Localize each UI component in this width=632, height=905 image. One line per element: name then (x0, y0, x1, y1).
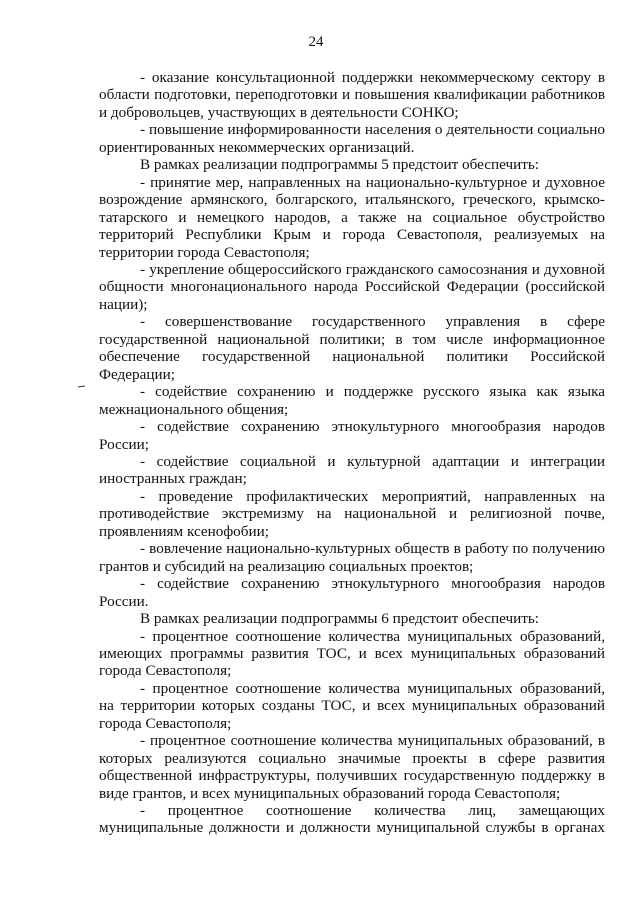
paragraph-4: - принятие мер, направленных на национально-культурное и духовное возрождение армянского, болгарского, итальянского, греческого, крымско-татарского и немецкого народов, а также на социальное обустройство территорий Республики Крым и города Севастополя, реализуемых на территории города Севастополя; (99, 173, 605, 261)
paragraph-6: - совершенствование государственного управления в сфере государственной национальной политики; в том числе информационное обеспечение государственной национальной политики Российской Федерации; (99, 313, 605, 383)
paragraph-11: - вовлечение национально-культурных обществ в работу по получению грантов и субсидий на реализацию социальных проектов; (99, 540, 605, 575)
paragraph-9: - содействие социальной и культурной адаптации и интеграции иностранных граждан; (99, 452, 605, 488)
paragraph-13: В рамках реализации подпрограммы 6 предстоит обеспечить: (140, 610, 540, 628)
page-number: 24 (308, 34, 324, 50)
paragraph-1: - оказание консультационной поддержки некоммерческому сектору в области подготовки, переподготовки и повышения квалификации работников и добровольцев, участвующих в деятельности СОНКО; (99, 69, 605, 121)
paragraph-7: - содействие сохранению и поддержке русского языка как языка межнационального общения; (99, 383, 605, 418)
paragraph-2: - повышение информированности населения о деятельности социально ориентированных некоммерческих организаций. (99, 121, 605, 156)
paragraph-8: - содействие сохранению этнокультурного многообразия народов России; (99, 418, 605, 453)
document-body (99, 69, 605, 837)
paragraph-12: - содействие сохранению этнокультурного многообразия народов России. (99, 575, 605, 610)
margin-mark (78, 386, 85, 388)
paragraph-15: - процентное соотношение количества муниципальных образований, на территории которых созданы ТОС, и всех муниципальных образований города Севастополя; (99, 679, 605, 732)
paragraph-10: - проведение профилактических мероприятий, направленных на противодействие экстремизму на национальной и религиозной почве, проявлениям ксенофобии; (99, 487, 605, 540)
paragraph-3: В рамках реализации подпрограммы 5 предстоит обеспечить: (140, 156, 540, 174)
paragraph-5: - укрепление общероссийского гражданского самосознания и духовной общности многонационального народа Российской Федерации (российской нации); (99, 260, 605, 313)
paragraph-17: - процентное соотношение количества лиц, замещающих муниципальные должности и должности муниципальной службы в органах (99, 802, 605, 837)
paragraph-14: - процентное соотношение количества муниципальных образований, имеющих программы развития ТОС, и всех муниципальных образований города Севастополя; (99, 627, 605, 680)
paragraph-16: - процентное соотношение количества муниципальных образований, в которых реализуются социально значимые проекты в сфере развития общественной инфраструктуры, получивших государственную поддержку в виде грантов, и всех муниципальных образований города Севастополя; (99, 732, 605, 802)
